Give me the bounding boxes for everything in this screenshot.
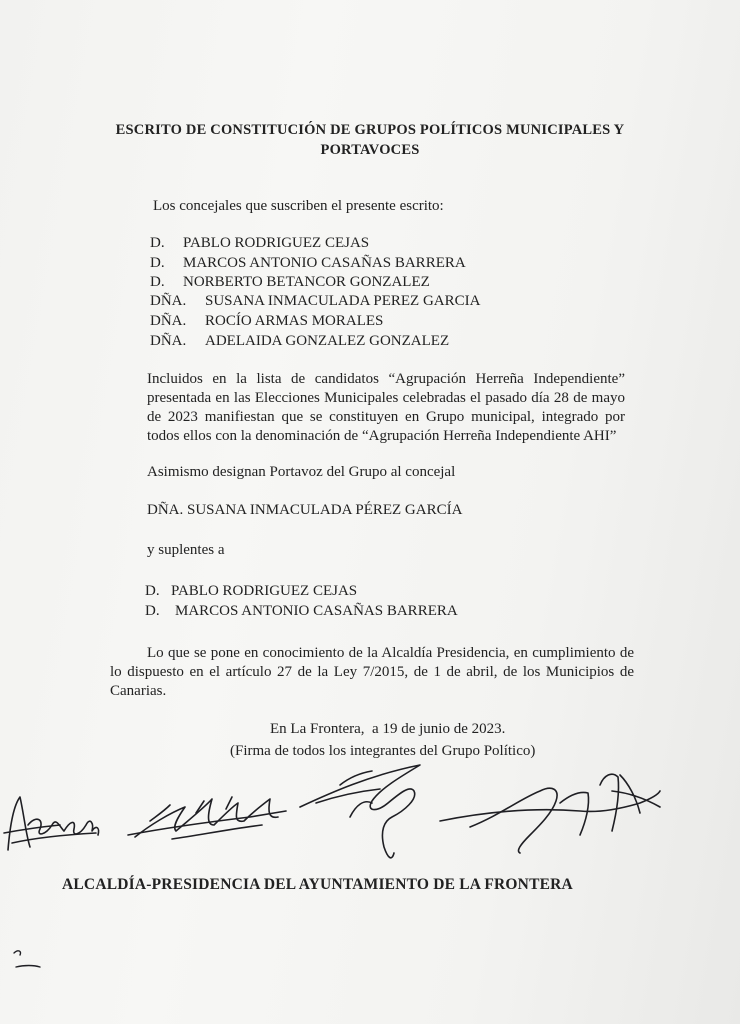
spokesperson-name: DÑA. SUSANA INMACULADA PÉREZ GARCÍA <box>147 502 463 518</box>
signature-1 <box>4 797 99 850</box>
substitute-item <box>145 602 458 621</box>
paragraph-candidates-text: Incluidos en la lista de candidatos “Agrupación Herreña Independiente” presentada en las Elecciones Municipales celebradas el pasado día 28 de mayo de 2023 manifiestan que se constituyen en Grupo municipal, integrado por todos ellos con la denominación de “Agrupación Herreña Independiente AHI” <box>147 371 625 444</box>
member-item <box>150 332 449 351</box>
title-line-2: PORTAVOCES <box>320 142 420 158</box>
paragraph-candidates <box>147 370 625 446</box>
intro-text: Los concejales que suscriben el presente escrito: <box>153 198 444 214</box>
title-line-1: ESCRITO DE CONSTITUCIÓN DE GRUPOS POLÍTICOS MUNICIPALES Y <box>115 122 625 138</box>
signature-2 <box>128 797 286 839</box>
member-item <box>150 312 383 331</box>
substitute-name: PABLO RODRIGUEZ CEJAS <box>171 583 358 599</box>
member-item <box>150 292 480 311</box>
member-item <box>150 273 430 292</box>
member-name: ADELAIDA GONZALEZ GONZALEZ <box>205 333 450 349</box>
member-title: D. <box>150 255 165 271</box>
place-date: En La Frontera, a 19 de junio de 2023. <box>270 721 506 737</box>
signature-4 <box>440 774 660 853</box>
member-name: SUSANA INMACULADA PEREZ GARCIA <box>205 293 481 309</box>
substitutes-intro: y suplentes a <box>147 542 225 558</box>
member-title: DÑA. <box>150 313 187 329</box>
member-name: PABLO RODRIGUEZ CEJAS <box>183 235 370 251</box>
footer-addressee: ALCALDÍA-PRESIDENCIA DEL AYUNTAMIENTO DE LA FRONTERA <box>62 876 573 893</box>
member-name: ROCÍO ARMAS MORALES <box>205 313 384 329</box>
margin-mark <box>10 945 50 975</box>
substitute-title: D. <box>145 603 160 619</box>
substitute-title: D. <box>145 583 160 599</box>
signatures-block <box>0 755 740 875</box>
paragraph-notification-text: Lo que se pone en conocimiento de la Alcaldía Presidencia, en cumplimiento de lo dispuesto en el artículo 27 de la Ley 7/2015, de 1 de abril, de los Municipios de Canarias. <box>110 645 634 699</box>
spokesperson-intro: Asimismo designan Portavoz del Grupo al concejal <box>147 464 456 480</box>
member-item <box>150 254 466 273</box>
signature-3 <box>300 765 420 858</box>
member-name: MARCOS ANTONIO CASAÑAS BARRERA <box>183 255 466 271</box>
member-title: DÑA. <box>150 333 187 349</box>
member-item <box>150 234 369 253</box>
substitute-name: MARCOS ANTONIO CASAÑAS BARRERA <box>175 603 458 619</box>
signature-note: (Firma de todos los integrantes del Grupo Político) <box>230 743 536 759</box>
paragraph-notification <box>110 644 634 701</box>
member-name: NORBERTO BETANCOR GONZALEZ <box>183 274 430 290</box>
member-title: D. <box>150 235 165 251</box>
document-title <box>60 120 680 160</box>
member-title: D. <box>150 274 165 290</box>
substitute-item <box>145 582 357 601</box>
member-title: DÑA. <box>150 293 187 309</box>
